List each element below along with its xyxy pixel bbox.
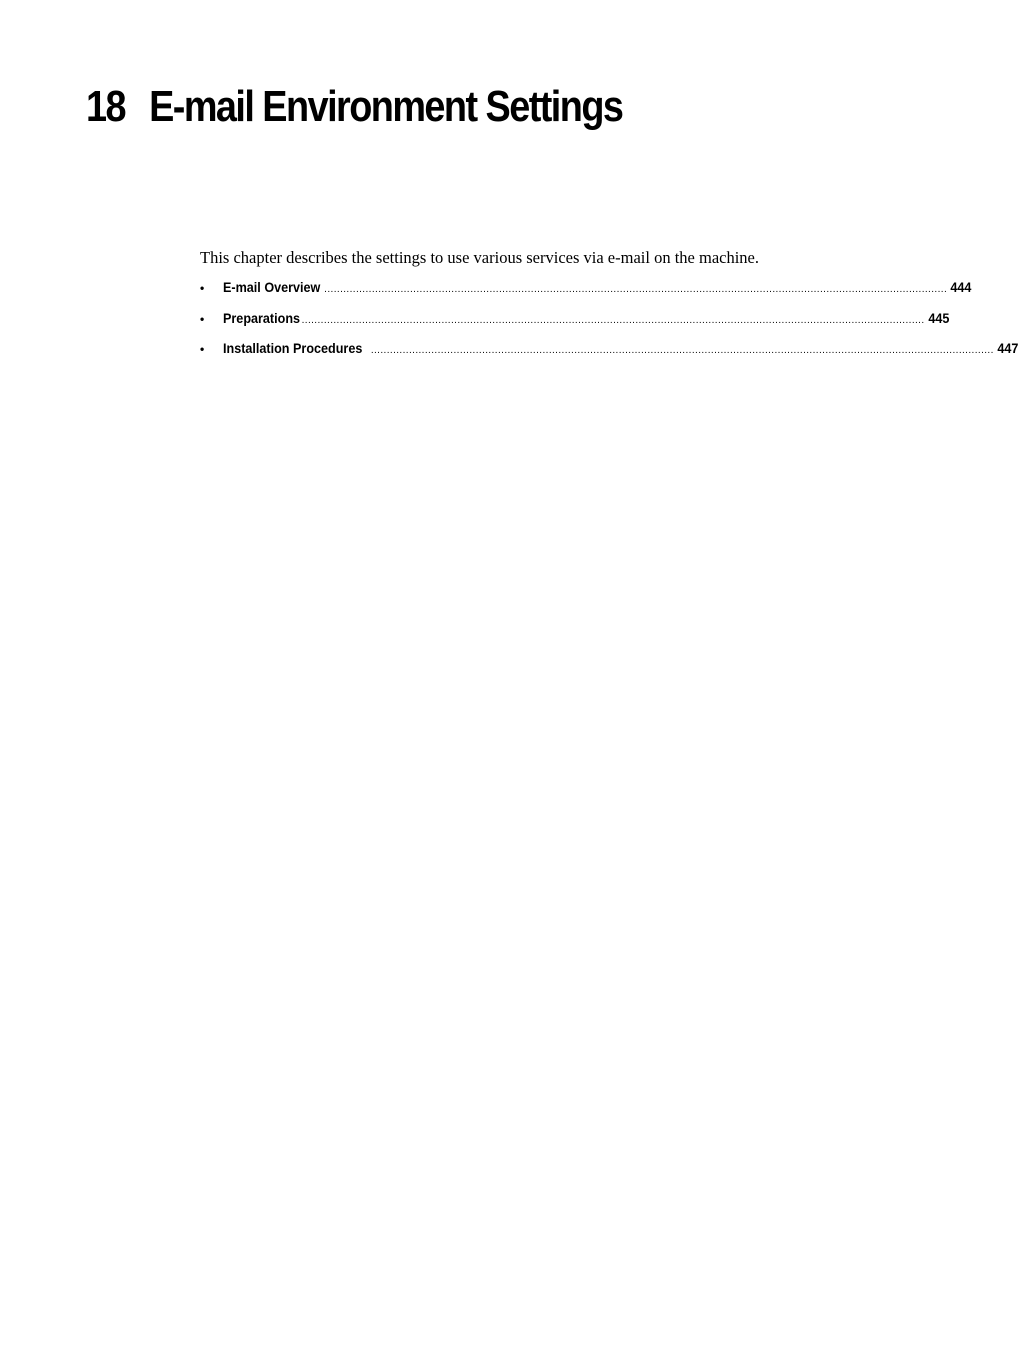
toc-item-email-overview[interactable] — [200, 276, 972, 298]
toc-item-page[interactable]: 445 — [927, 309, 949, 326]
toc-item-title[interactable]: Installation Procedures — [223, 340, 363, 356]
chapter-number: 18 — [86, 82, 125, 131]
toc-item-page[interactable]: 447 — [997, 340, 1018, 356]
bullet-icon: • — [200, 281, 205, 295]
toc-item-preparations[interactable] — [200, 307, 949, 329]
toc-item-installation-procedures[interactable] — [200, 337, 1018, 359]
bullet-icon: • — [200, 342, 205, 356]
toc-item-page[interactable]: 444 — [950, 279, 972, 295]
dot-leader: .................................................................................................................................................................................................... — [370, 345, 994, 356]
toc-item-title[interactable]: E-mail Overview — [223, 279, 321, 295]
chapter-heading — [86, 80, 622, 134]
dot-leader: .................................................................................................................................................................................................... — [301, 314, 925, 326]
chapter-title: E-mail Environment Settings — [149, 82, 623, 131]
toc-item-title[interactable]: Preparations — [223, 309, 301, 326]
dot-leader: .................................................................................................................................................................................................... — [324, 284, 948, 295]
chapter-intro: This chapter describes the settings to use various services via e-mail on the machine. — [200, 248, 759, 267]
bullet-icon: • — [200, 311, 205, 326]
table-of-contents — [200, 276, 1018, 368]
